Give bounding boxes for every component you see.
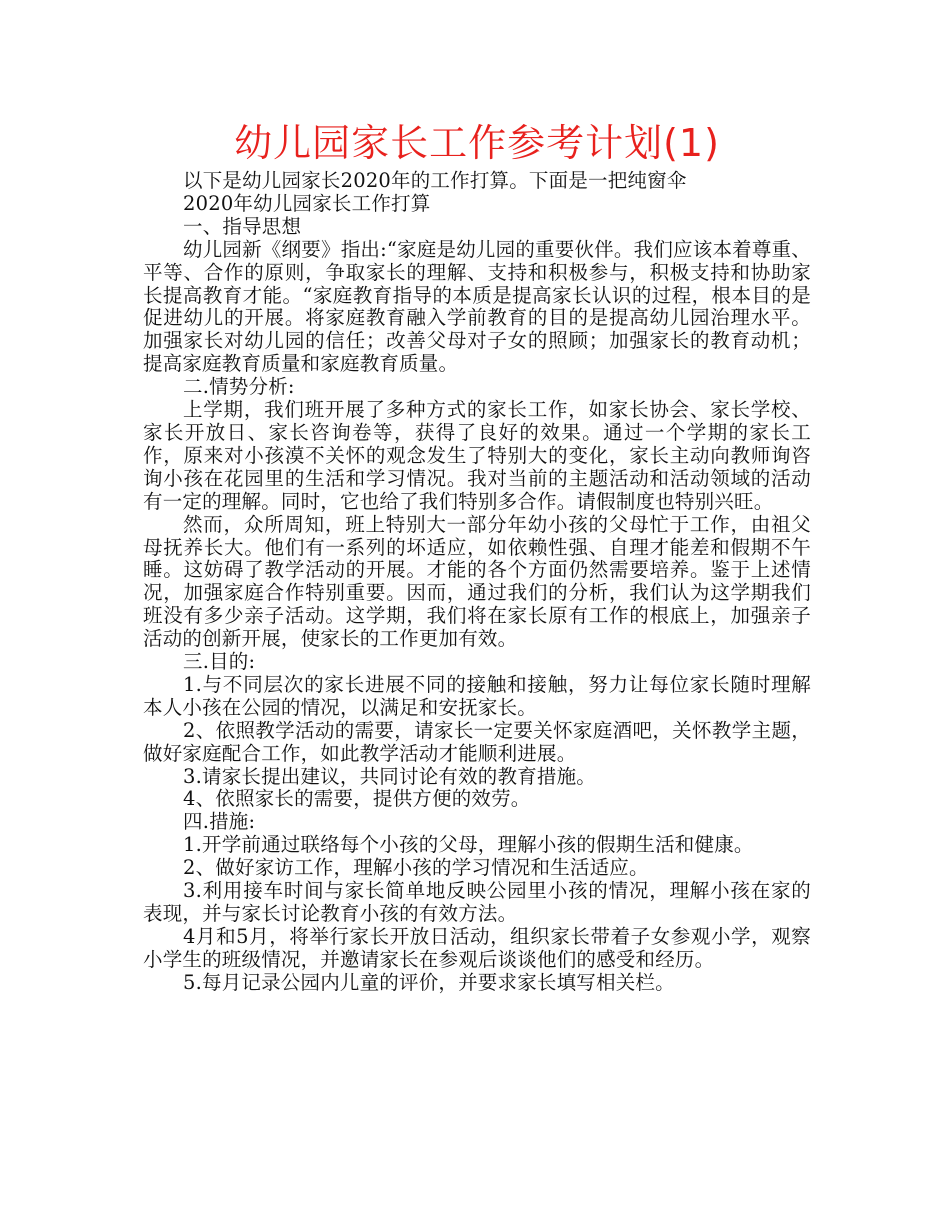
goal-item-3: 3.请家长提出建议，共同讨论有效的教育措施。 — [183, 764, 597, 788]
goal-item-4: 4、依照家长的需要，提供方便的效劳。 — [183, 787, 531, 811]
paragraph-guiding-ideology: 幼儿园新《纲要》指出:“家庭是幼儿园的重要伙伴。我们应该本着尊重、平等、合作的原则，争取家长的理解、支持和积极参与，积极支持和协助家长提高教育才能。“家庭教育指导的本质是提高家长认识的过程，根本目的是促进幼儿的开展。将家庭教育融入学前教育的目的是提高幼儿园治理水平。加强家长对幼儿园的信任；改善父母对子女的照顾；加强家长的教育动机；提高家庭教育质量和家庭教育质量。 — [143, 237, 811, 376]
document-title: 幼儿园家长工作参考计划(1) — [234, 121, 720, 165]
measure-item-5: 5.每月记录公园内儿童的评价，并要求家长填写相关栏。 — [183, 970, 675, 994]
measure-item-1: 1.开学前通过联络每个小孩的父母，理解小孩的假期生活和健康。 — [183, 833, 754, 857]
goal-item-2: 2、依照教学活动的需要，请家长一定要关怀家庭酒吧，关怀教学主题，做好家庭配合工作，如此教学活动才能顺利进展。 — [143, 718, 811, 765]
measure-item-4: 4月和5月，将举行家长开放日活动，组织家长带着子女参观小学，观察小学生的班级情况，并邀请家长在参观后谈谈他们的感受和经历。 — [143, 924, 811, 971]
measure-item-3: 3.利用接车时间与家长简单地反映公园里小孩的情况，理解小孩在家的表现，并与家长讨论教育小孩的有效方法。 — [143, 879, 811, 925]
paragraph-situation-analysis-2: 然而，众所周知，班上特别大一部分年幼小孩的父母忙于工作，由祖父母抚养长大。他们有一系列的坏适应，如依赖性强、自理才能差和假期不午睡。这妨碍了教学活动的开展。才能的各个方面仍然需要培养。鉴于上述情况，加强家庭合作特别重要。因而，通过我们的分析，我们认为这学期我们班没有多少亲子活动。这学期，我们将在家长原有工作的根底上，加强亲子活动的创新开展，使家长的工作更加有效。 — [143, 512, 811, 651]
paragraph-subtitle: 2020年幼儿园家长工作打算 — [183, 191, 431, 215]
goal-item-1: 1.与不同层次的家长进展不同的接触和接触，努力让每位家长随时理解本人小孩在公园的情况，以满足和安抚家长。 — [143, 672, 811, 719]
section-heading-goals: 三.目的: — [183, 650, 256, 674]
paragraph-situation-analysis-1: 上学期，我们班开展了多种方式的家长工作，如家长协会、家长学校、家长开放日、家长咨询卷等，获得了良好的效果。通过一个学期的家长工作，原来对小孩漠不关怀的观念发生了特别大的变化，家长主动向教师询咨询小孩在花园里的生活和学习情况。我对当前的主题活动和活动领域的活动有一定的理解。同时，它也给了我们特别多合作。请假制度也特别兴旺。 — [143, 398, 811, 513]
paragraph-intro: 以下是幼儿园家长2020年的工作打算。下面是一把纯窗伞 — [183, 169, 687, 192]
section-heading-guiding-ideology: 一、指导思想 — [183, 214, 302, 238]
measure-item-2: 2、做好家访工作，理解小孩的学习情况和生活适应。 — [183, 856, 649, 880]
section-heading-measures: 四.措施: — [183, 810, 256, 834]
document-page — [143, 118, 811, 995]
section-heading-situation-analysis: 二.情势分析: — [183, 375, 295, 399]
